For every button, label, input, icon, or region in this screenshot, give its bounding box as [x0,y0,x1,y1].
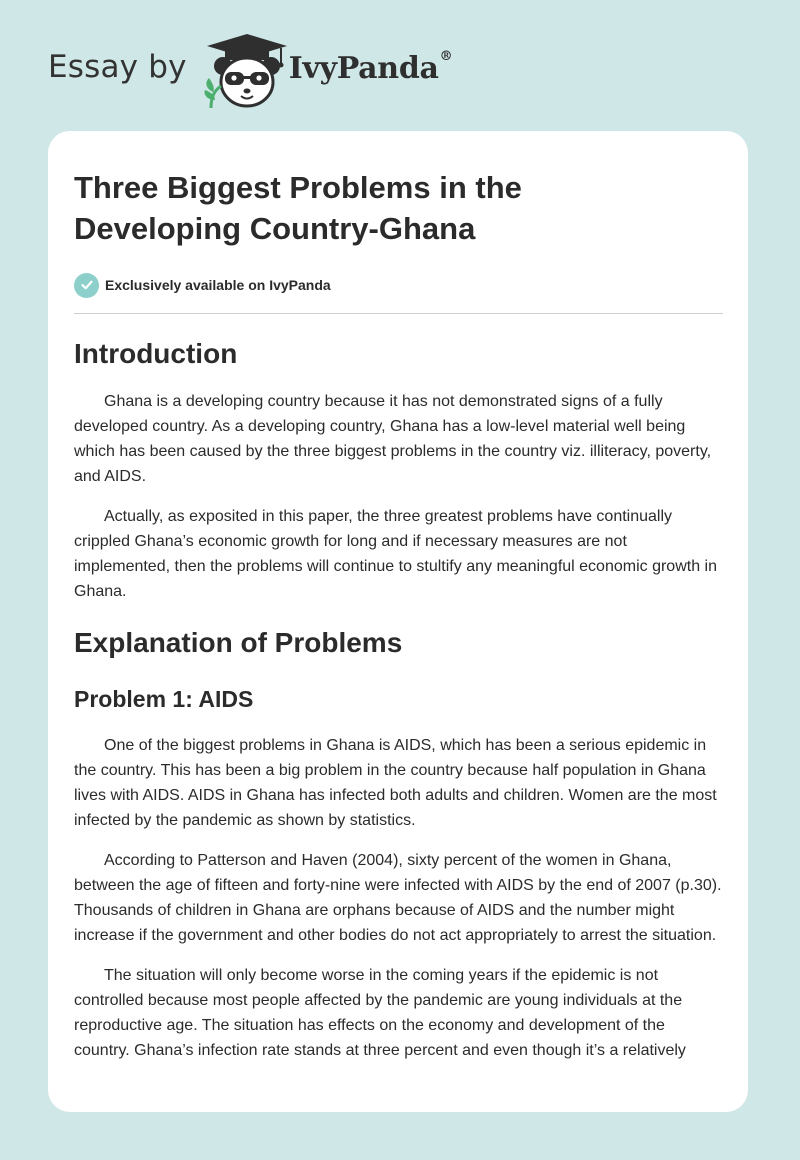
section-heading-introduction: Introduction [74,338,238,369]
essay-title: Three Biggest Problems in the Developing Country-Ghana [74,170,522,246]
checkmark-icon [74,273,99,298]
registered-mark: ® [439,48,453,64]
brand-name[interactable]: IvyPanda® [288,48,453,86]
section-heading-explanation: Explanation of Problems [74,627,403,658]
problem-1-paragraph-2: According to Patterson and Haven (2004), sixty percent of the women in Ghana, between the age of fifteen and forty-nine were infected with AIDS by the end of 2007 (p.30). Thousands of children in Ghana are orphans because of AIDS and the number might increase if the government and other bodies do not act appropriately to arrest the situation. [74,852,722,944]
panda-graduate-logo-icon[interactable] [201,30,293,110]
problem-1-paragraph-1: One of the biggest problems in Ghana is AIDS, which has been a serious epidemic in the country. This has been a big problem in the country because half population in Ghana lives with AIDS. AIDS in Ghana has infected both adults and children. Women are the most infected by the pandemic as shown by statistics. [74,737,717,829]
essay-card [48,131,748,1112]
brand-prefix: Essay by [48,49,187,85]
intro-paragraph-2: Actually, as exposited in this paper, the three greatest problems have continually crippled Ghana’s economic growth for long and if necessary measures are not implemented, then the problems will continue to stultify any meaningful economic growth in Ghana. [74,508,717,600]
intro-paragraph-1: Ghana is a developing country because it has not demonstrated signs of a fully developed country. As a developing country, Ghana has a low-level material well being which has been caused by the three biggest problems in the country viz. illiteracy, poverty, and AIDS. [74,393,712,485]
badge-text: Exclusively available on IvyPanda [105,277,331,293]
problem-1-paragraph-3: The situation will only become worse in the coming years if the epidemic is not controlled because most people affected by the pandemic are young individuals at the reproductive age. The situation has effects on the economy and development of the country. Ghana’s infection rate stands at three percent and even though it’s a relatively [74,967,686,1059]
brand-header [48,30,452,110]
exclusive-badge [74,271,722,299]
divider [74,313,723,314]
subsection-heading-problem-1: Problem 1: AIDS [74,686,254,712]
